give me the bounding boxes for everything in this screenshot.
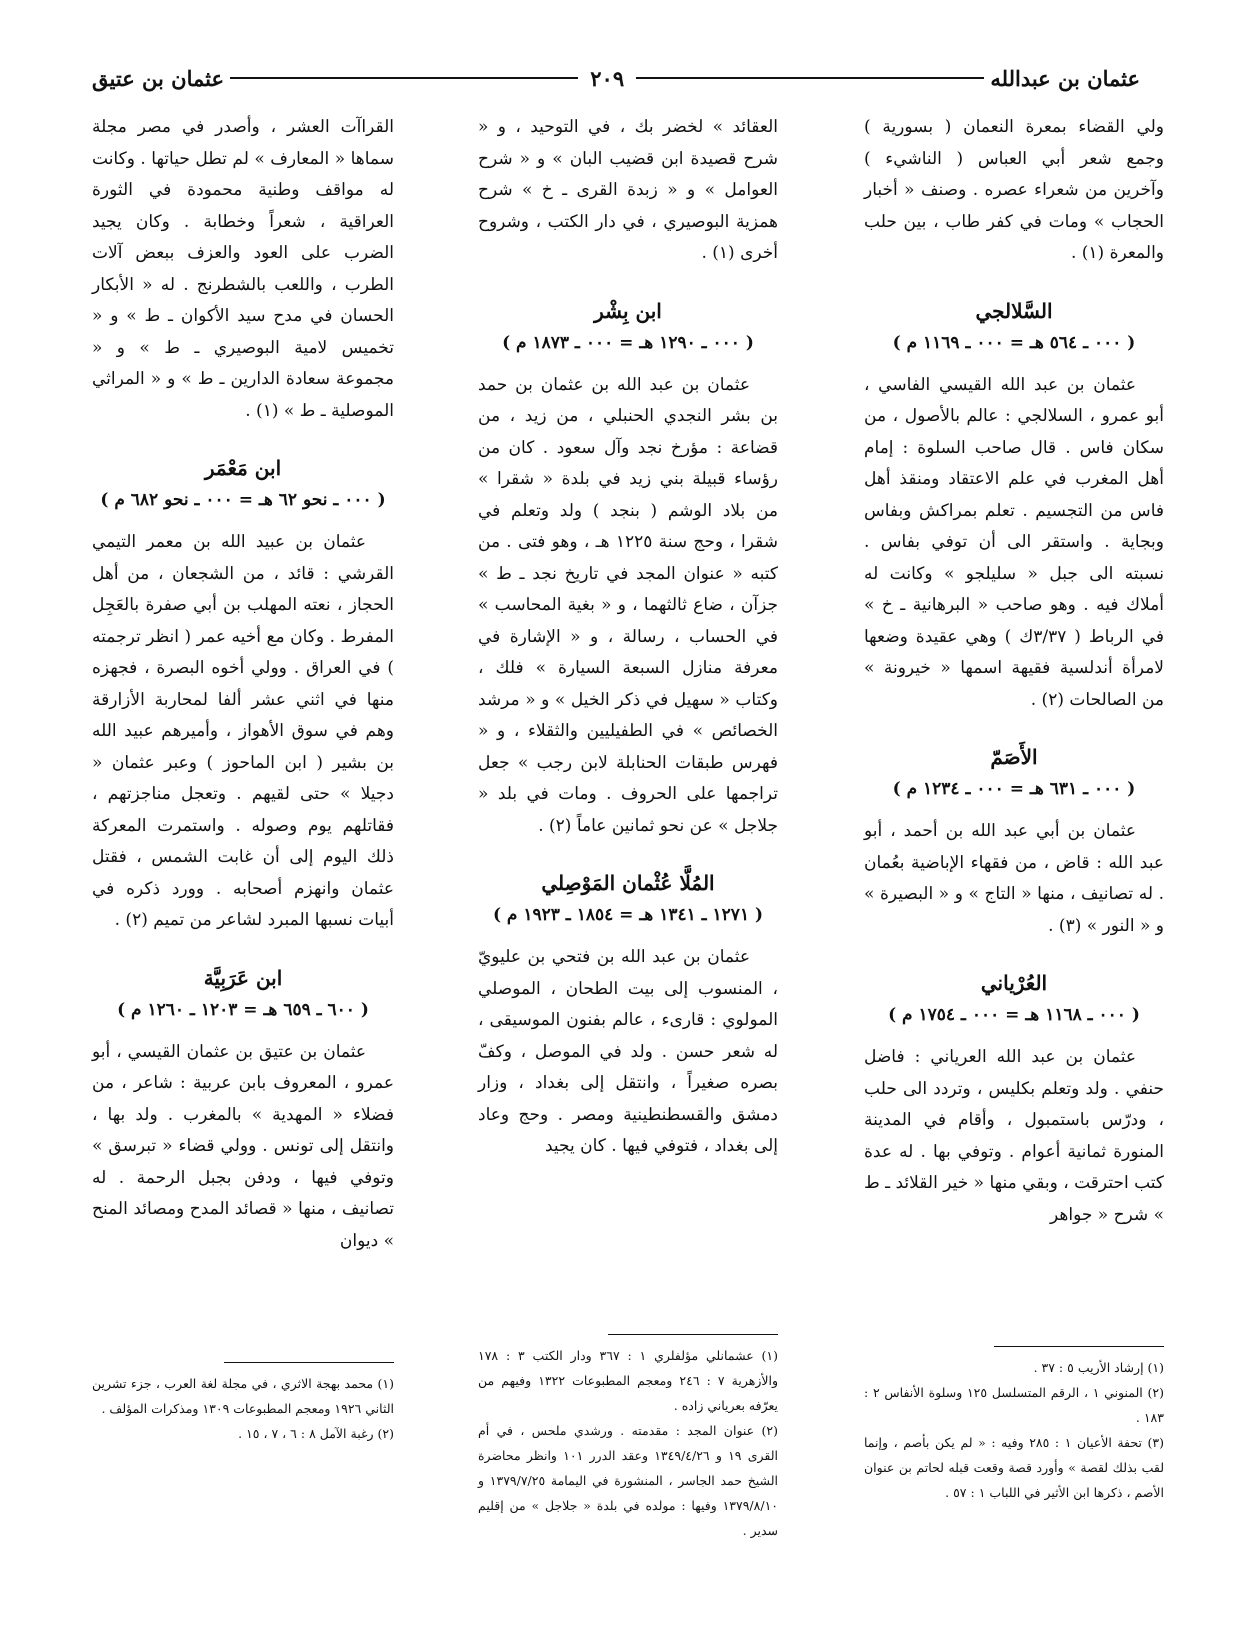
entry-text: عثمان بن أبي عبد الله بن أحمد ، أبو عبد الله : قاض ، من فقهاء الإباضية بعُمان . له تصانيف ، منها « التاج » و « البصيرة » و « النور » (٣) .: [864, 821, 1164, 936]
entry-title: ابن مَعْمَر: [204, 456, 282, 480]
column-left: [92, 112, 394, 1257]
entry-text: عثمان بن عبد الله القيسي الفاسي ، أبو عمرو ، السلالجي : عالم بالأصول ، من سكان فاس . قال صاحب السلوة : إمام أهل المغرب في علم الاعتقاد ومنقذ أهل فاس من التجسيم . تعلم بمراكش وبفاس وبجاية . واستقر الى أن توفي بفاس . نسبته الى جبل « سليلجو » وكانت له أملاك فيه . وهو صاحب « البرهانية ـ خ » في الرباط ( ٣/٣٧ك ) وهي عقيدة وضعها لامرأة أندلسية فقيهة اسمها « خيرونة » من الصالحات (٢) .: [864, 374, 1164, 710]
footnote: (١) إرشاد الأريب ٥ : ٣٧ .: [1033, 1360, 1164, 1375]
entry-dates: ( ٠٠٠ ـ ٥٦٤ هـ = ٠٠٠ ـ ١١٦٩ م ): [892, 332, 1136, 353]
footnote: (١) عشمانلي مؤلفلري ١ : ٣٦٧ ودار الكتب ٣ : ١٧٨ والأزهرية ٧ : ٢٤٦ ومعجم المطبوعات ١٣٢٢ وفيهم من يعرّفه بعرياني زاده .: [478, 1348, 778, 1413]
entry-dates: ( ٠٠٠ ـ ١٢٩٠ هـ = ٠٠٠ ـ ١٨٧٣ م ): [502, 332, 754, 353]
entry-dates: ( ٠٠٠ ـ ١١٦٨ هـ = ٠٠٠ ـ ١٧٥٤ م ): [888, 1005, 1140, 1025]
footnote-rule: [224, 1362, 394, 1363]
entry-title: العُرْياني: [980, 971, 1048, 995]
entry-title: ابن عَرَبِيَّة: [203, 965, 283, 990]
entry-text: عثمان بن عبد الله العرياني : فاضل حنفي . ولد وتعلم بكليس ، وتردد الى حلب ، ودرّس باستمبول ، وأقام في المدينة المنورة ثمانية أعوام . وتوفي بها . له عدة كتب احترقت ، وبقي منها « خير القلائد ـ ط » شرح « جواهر: [864, 1047, 1164, 1225]
footnotes-right: [864, 1330, 1164, 1505]
footnote: (٣) تحفة الأعيان ١ : ٢٨٥ وفيه : « لم يكن بأصم ، وإنما لقب بذلك لقصة » وأورد قصة وقعت قبله لحاتم بن عنوان الأصم ، ذكرها ابن الأثير في اللباب ١ : ٥٧ .: [864, 1435, 1164, 1500]
entry-dates: ( ٠٠٠ ـ نحو ٦٢ هـ = ٠٠٠ ـ نحو ٦٨٢ م ): [100, 490, 386, 510]
entry-title: الأَصَمّ: [990, 745, 1038, 769]
continued-paragraph: القراآت العشر ، وأصدر في مصر مجلة سماها « المعارف » لم تطل حياتها . وكانت له مواقف وطنية محمودة في الثورة العراقية ، شعراً وخطابة . وكان يجيد الضرب على العود والعزف ببعض آلات الطرب ، واللعب بالشطرنج . له « الأبكار الحسان في مدح سيد الأكوان ـ ط » و « تخميس لامية البوصيري ـ ط » و « مجموعة سعادة الدارين ـ ط » و « المراثي الموصلية ـ ط » (١) .: [92, 117, 394, 421]
footnote: (١) محمد بهجة الاثري ، في مجلة لغة العرب ، جزء تشرين الثاني ١٩٢٦ ومعجم المطبوعات ١٣٠٩ ومذكرات المؤلف .: [92, 1376, 394, 1416]
footnote: (٢) رغبة الآمل ٨ : ٦ ، ٧ ، ١٥ .: [238, 1426, 394, 1441]
entry-text: عثمان بن عبد الله بن عثمان بن حمد بن بشر النجدي الحنبلي ، من زيد ، من قضاعة : مؤرخ نجد وآل سعود . كان من رؤساء قبيلة بني زيد في بلدة « شقرا » من بلاد الوشم ( بنجد ) ولد وتعلم في شقرا ، وحج سنة ١٢٢٥ هـ ، وهو فتى . من كتبه « عنوان المجد في تاريخ نجد ـ ط » جزآن ، ضاع ثالثهما ، و « بغية المحاسب » في الحساب ، رسالة ، و « الإشارة في معرفة منازل السبعة السيارة » فلك ، وكتاب « سهيل في ذكر الخيل » و « مرشد الخصائص » في الطفيليين والثقلاء ، و « فهرس طبقات الحنابلة لابن رجب » جعل تراجمها على الحروف . ومات في بلد « جلاجل » عن نحو ثمانين عاماً (٢) .: [478, 374, 778, 836]
footnote: (٢) عنوان المجد : مقدمته . ورشدي ملحس ، في أم القرى ١٩ و ١٣٤٩/٤/٢٦ وعقد الدرر ١٠١ وانظر محاضرة الشيخ حمد الجاسر ، المنشورة في اليمامة ١٣٧٩/٧/٢٥ و ١٣٧٩/٨/١٠ وفيها : مولده في بلدة « جلاجل » من إقليم سدير .: [478, 1423, 778, 1538]
running-header: [92, 58, 1140, 98]
entry-text: عثمان بن عبيد الله بن معمر التيمي القرشي : قائد ، من الشجعان ، من أهل الحجاز ، نعته المهلب بن أبي صفرة بالعَجِل المفرط . وكان مع أخيه عمر ( انظر ترجمته ) في العراق . وولي أخوه البصرة ، فجهزه منها في اثني عشر ألفا لمحاربة الأزارقة وهم في سوق الأهواز ، وأميرهم عبيد الله بن بشير ( ابن الماحوز ) وعبر عثمان « دجيلا » حتى لقيهم . وتعجل مناجزتهم ، فقاتلهم يوم وصوله . واستمرت المعركة ذلك اليوم إلى أن غابت الشمس ، فقتل عثمان وانهزم أصحابه . وورد ذكره في أبيات نسبها المبرد لشاعر من تميم (٢) .: [92, 532, 394, 930]
entry-text: عثمان بن عبد الله بن فتحي بن عليويّ ، المنسوب إلى بيت الطحان ، الموصلي المولوي : قارىء ، عالم بفنون الموسيقى ، له شعر حسن . ولد في الموصل ، وكفّ بصره صغيراً ، وانتقل إلى بغداد ، وزار دمشق والقسطنطينية ومصر . وحج وعاد إلى بغداد ، فتوفي فيها . كان يجيد: [478, 947, 778, 1156]
column-middle: [478, 112, 778, 1163]
entry-dates: ( ١٢٧١ ـ ١٣٤١ هـ = ١٨٥٤ ـ ١٩٢٣ م ): [492, 905, 764, 925]
header-left-title: عثمان بن عتيق: [92, 65, 224, 91]
footnote-rule: [608, 1334, 778, 1335]
entry-title: ابن بِشْر: [594, 298, 662, 323]
footnote: (٢) المنوني ١ ، الرقم المتسلسل ١٢٥ وسلوة الأنفاس ٢ : ١٨٣ .: [864, 1385, 1164, 1425]
entry-text: عثمان بن عتيق بن عثمان القيسي ، أبو عمرو ، المعروف بابن عربية : شاعر ، من فضلاء « المهدية » بالمغرب . ولد بها ، وانتقل إلى تونس . وولي قضاء « تبرسق » وتوفي فيها ، ودفن بجبل الرحمة . له تصانيف ، منها « قصائد المدح ومصائد المنح » ديوان: [92, 1041, 394, 1251]
header-rule-right: [636, 77, 984, 79]
continued-paragraph: ولي القضاء بمعرة النعمان ( بسورية ) وجمع شعر أبي العباس ( الناشيء ) وآخرين من شعراء عصره . وصنف « أخبار الحجاب » ومات في كفر طاب ، بين حلب والمعرة (١) .: [864, 117, 1164, 263]
entry-title: المُلَّا عُثْمان المَوْصِلي: [541, 871, 715, 895]
header-rule-left: [230, 77, 578, 79]
entry-title: السَّلالجي: [975, 298, 1053, 323]
footnotes-middle: [478, 1318, 778, 1543]
entry-dates: ( ٠٠٠ ـ ٦٣١ هـ = ٠٠٠ ـ ١٢٣٤ م ): [892, 779, 1136, 799]
page-number: ٢٠٩: [590, 65, 625, 91]
column-right: [864, 112, 1164, 1231]
footnotes-left: [92, 1346, 394, 1446]
continued-paragraph: العقائد » لخضر بك ، في التوحيد ، و « شرح قصيدة ابن قضيب البان » و « شرح العوامل » و « زبدة القرى ـ خ » شرح همزية البوصيري ، في دار الكتب ، وشروح أخرى (١) .: [478, 117, 778, 263]
header-right-title: عثمان بن عبدالله: [990, 65, 1140, 91]
footnote-rule: [994, 1346, 1164, 1347]
entry-dates: ( ٦٠٠ ـ ٦٥٩ هـ = ١٢٠٣ ـ ١٢٦٠ م ): [117, 999, 369, 1020]
